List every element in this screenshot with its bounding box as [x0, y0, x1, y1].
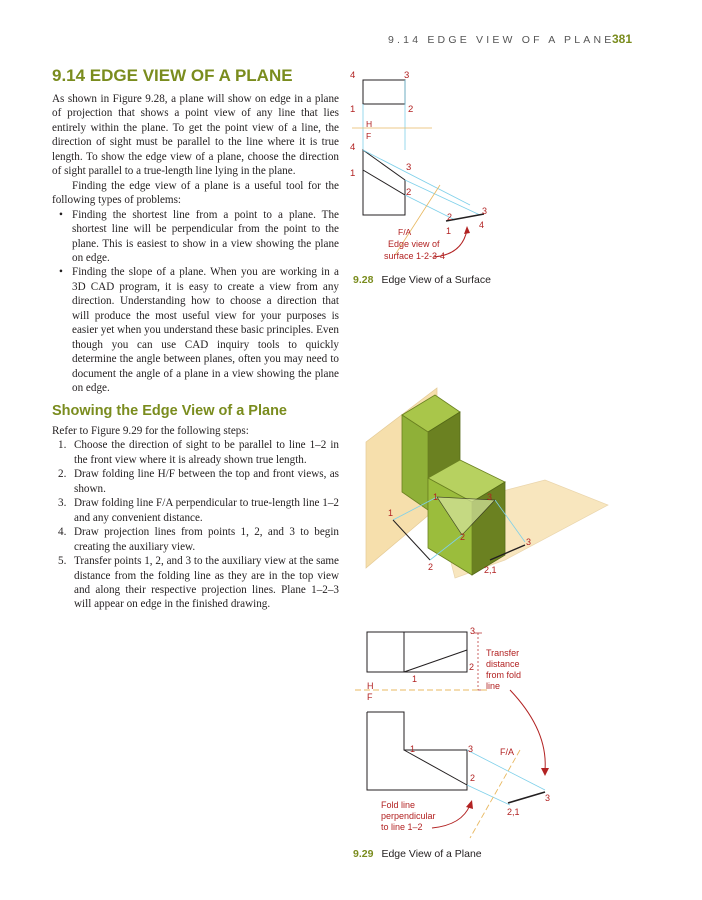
- step-text: Choose the direction of sight to be parallel to line 1–2 in the front view where it is already shown true length.: [74, 439, 339, 466]
- label: 1: [350, 104, 356, 115]
- figure-9-29-drawing: [350, 625, 570, 845]
- label: 4: [350, 142, 356, 153]
- label: 4: [350, 70, 356, 81]
- label: 3: [545, 793, 551, 803]
- label: F/A: [500, 747, 515, 757]
- subsection-body: [52, 424, 339, 612]
- label: 2: [470, 773, 476, 783]
- figure-9-28-drawing: [340, 62, 520, 272]
- annotation-line: from fold: [486, 670, 522, 680]
- pictorial-drawing: [360, 385, 615, 590]
- annotation-line: to line 1–2: [381, 822, 423, 832]
- step-text: Draw folding line F/A perpendicular to true-length line 1–2 and any convenient distance.: [74, 497, 339, 524]
- annotation-line: Fold line: [381, 800, 416, 810]
- list-item: [58, 554, 339, 612]
- label: 2: [447, 212, 453, 222]
- annotation-line: Transfer: [486, 648, 520, 658]
- paragraph-2: Finding the edge view of a plane is a useful tool for the following types of problems:: [52, 179, 339, 207]
- step-number: 4.: [58, 526, 67, 539]
- figure-9-29-caption: [353, 848, 482, 860]
- label: 1: [388, 508, 394, 518]
- front-view-outline: [367, 712, 467, 790]
- list-item: • Finding the shortest line from a point to a plane. The shortest line will be perpendicular from the point to the plane. This is easiest to show in a view showing the plane on edge.: [72, 208, 339, 266]
- page-number: 381: [612, 32, 633, 46]
- label: 1: [412, 674, 418, 684]
- projection-line: [363, 150, 470, 205]
- paragraph-1: As shown in Figure 9.28, a plane will show on edge in a plane of projection that shows a point view of any line that lies entirely within the plane. To get the point view of a line, the direction of sight must be parallel to the line where it is true length. To show the edge view of a plane, choose the direction of sight parallel to a true-length line lying in the plane.: [52, 93, 339, 178]
- label: 2: [428, 562, 434, 572]
- step-text: Transfer points 1, 2, and 3 to the auxiliary view at the same distance from the folding line as they are in the top view and along their respective projection lines. Plane 1–2–3 will appear on edge in the finished drawing.: [74, 555, 339, 611]
- step-text: Draw projection lines from points 1, 2, and 3 to begin creating the auxiliary view.: [74, 526, 339, 553]
- top-view-rect: [363, 80, 405, 104]
- figure-title: Edge View of a Surface: [381, 274, 491, 286]
- true-length-line: [404, 750, 467, 785]
- label: 3: [470, 626, 476, 636]
- label: 3: [404, 70, 410, 81]
- label: 1: [410, 744, 416, 754]
- label: 1: [350, 168, 356, 179]
- subsection-title: Showing the Edge View of a Plane: [52, 403, 287, 419]
- label: 1: [446, 226, 452, 236]
- label: 3: [468, 744, 474, 754]
- label: F: [367, 692, 373, 702]
- annotation-line: distance: [486, 659, 520, 669]
- figure-title: Edge View of a Plane: [381, 848, 482, 860]
- top-view-rect: [367, 632, 467, 672]
- annotation-line: surface 1-2-3-4: [384, 251, 446, 261]
- label: F: [366, 131, 372, 141]
- running-head: 9.14 EDGE VIEW OF A PLANE: [388, 34, 615, 46]
- section-title: 9.14 EDGE VIEW OF A PLANE: [52, 66, 293, 85]
- list-item: • Finding the slope of a plane. When you are working in a 3D CAD program, it is easy to create a view from any direction. Understanding how to choose a direction that will produce the most useful view for your purposes is easier yet when you understand these basic principles. Even though you can use CAD inquiry tools to quickly determine the angle between planes, often you may need to document the angle of a plane in a view showing the plane on edge.: [72, 265, 339, 395]
- arrowhead: [541, 768, 549, 776]
- step-number: 2.: [58, 468, 67, 481]
- label: 3: [526, 537, 532, 547]
- list-item: [58, 467, 339, 496]
- figure-number: 9.29: [353, 848, 374, 860]
- label: 3: [487, 492, 493, 502]
- figure-number: 9.28: [353, 274, 374, 286]
- projection-line: [405, 180, 480, 215]
- label: 2: [406, 187, 412, 198]
- label: 3: [406, 162, 412, 173]
- list-item: [58, 496, 339, 525]
- annotation-line: line: [486, 681, 501, 691]
- arrowhead: [464, 226, 470, 234]
- annotation-line: perpendicular: [381, 811, 436, 821]
- subsection-intro: Refer to Figure 9.29 for the following steps:: [52, 425, 249, 437]
- problem-list: [52, 208, 339, 396]
- label: F/A: [398, 227, 412, 237]
- step-number: 1.: [58, 439, 67, 452]
- fold-line-fa: [470, 750, 520, 838]
- figure-9-28-caption: [353, 274, 491, 286]
- fold-arrow: [432, 805, 470, 828]
- step-number: 5.: [58, 555, 67, 568]
- list-item: [58, 438, 339, 467]
- label: 2: [408, 104, 414, 115]
- label: H: [366, 119, 373, 129]
- arrowhead: [466, 800, 473, 809]
- label: H: [367, 681, 374, 691]
- top-view-plane-edge: [404, 650, 467, 672]
- step-text: Draw folding line H/F between the top and front views, as shown.: [74, 468, 339, 495]
- label: 4: [479, 220, 485, 230]
- steps-list: [52, 438, 339, 611]
- edge-view-line: [508, 792, 545, 803]
- projection-line: [467, 785, 510, 805]
- step-number: 3.: [58, 497, 67, 510]
- section-body: [52, 92, 339, 396]
- annotation-line: Edge view of: [388, 239, 440, 249]
- list-item: [58, 525, 339, 554]
- label: 2: [460, 532, 466, 542]
- label: 2: [469, 662, 475, 672]
- label: 1: [433, 492, 439, 502]
- label: 2,1: [484, 565, 497, 575]
- label: 2,1: [507, 807, 520, 817]
- front-view-plane: [363, 150, 405, 195]
- label: 3: [482, 206, 488, 216]
